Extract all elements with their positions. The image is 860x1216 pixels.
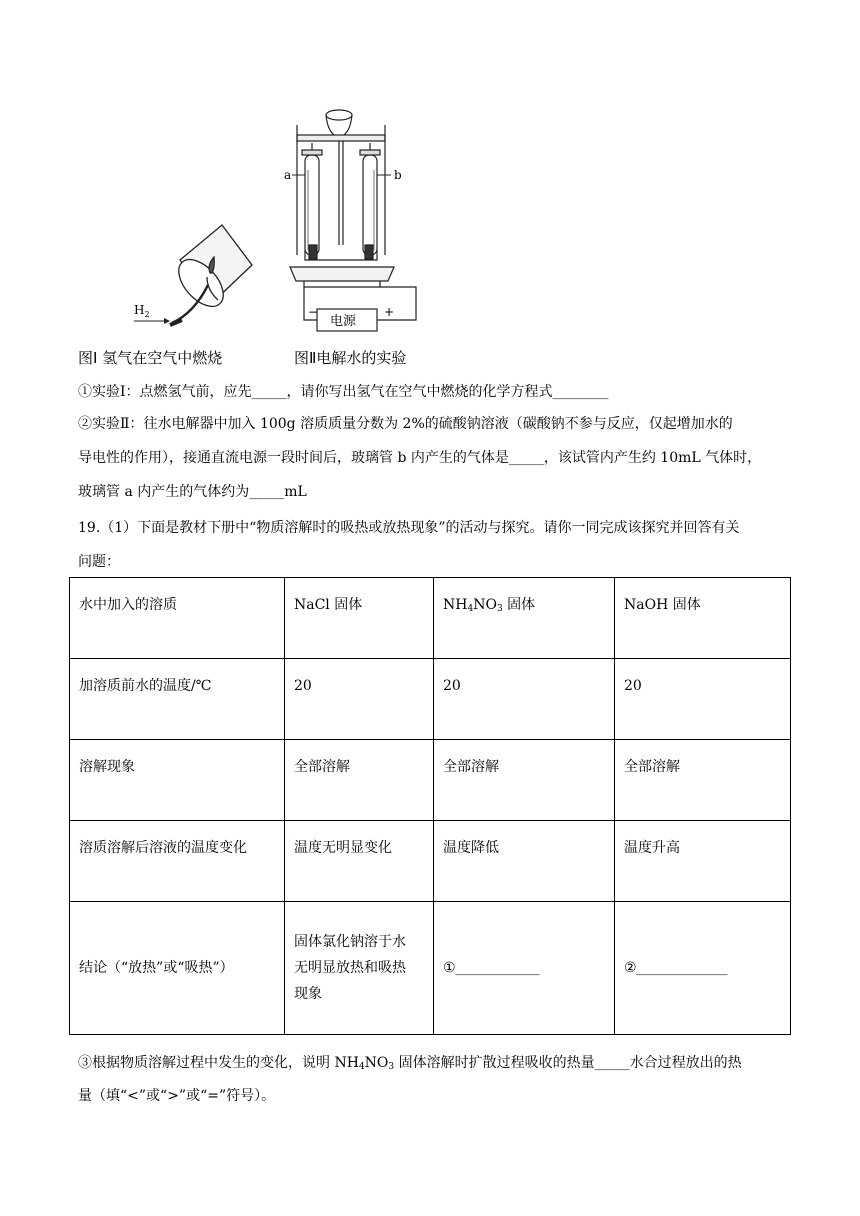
table-cell: 溶质溶解后溶液的温度变化 <box>70 821 285 902</box>
table-cell: 全部溶解 <box>434 740 615 821</box>
question-3-line2: 量（填“<”或“>”或“=”符号）。 <box>78 1088 276 1104</box>
table-row <box>70 740 791 821</box>
table-cell: 20 <box>434 659 615 740</box>
table-cell: 结论（“放热”或“吸热”） <box>70 902 285 1035</box>
table-header-cell: NaCl 固体 <box>285 578 434 659</box>
experiment-figures <box>72 95 492 375</box>
question-experiment-2-line3: 玻璃管 a 内产生的气体约为_____mL <box>78 484 307 500</box>
table-header-cell: $NH_4NO_3$ 固体 <box>434 578 615 659</box>
electrolysis-apparatus <box>290 110 416 331</box>
table-cell: 温度无明显变化 <box>285 821 434 902</box>
answer-blank-2[interactable]: ②_____________ <box>615 902 791 1035</box>
figure-1-caption: 图Ⅰ 氢气在空气中燃烧 <box>78 349 223 367</box>
table-cell: 温度降低 <box>434 821 615 902</box>
power-source-label: 电源 <box>330 314 357 329</box>
table-cell: 溶解现象 <box>70 740 285 821</box>
answer-blank-1[interactable]: ①____________ <box>434 902 615 1035</box>
table-header-row <box>70 578 791 659</box>
plus-terminal: + <box>384 305 395 319</box>
table-header-cell: 水中加入的溶质 <box>70 578 285 659</box>
table-row-conclusion <box>70 902 791 1035</box>
question-experiment-1: ①实验Ⅰ：点燃氢气前，应先_____，请你写出氢气在空气中燃烧的化学方程式________ <box>78 384 609 400</box>
question-19-line1: 19.（1）下面是教材下册中“物质溶解时的吸热或放热现象”的活动与探究。请你一同完成该探究并回答有关 <box>78 520 740 536</box>
table-cell: 加溶质前水的温度/℃ <box>70 659 285 740</box>
table-row <box>70 821 791 902</box>
tube-a-label: a <box>284 168 292 182</box>
table-cell: 全部溶解 <box>285 740 434 821</box>
table-cell: 温度升高 <box>615 821 791 902</box>
tube-b-label: b <box>394 168 402 182</box>
dissolution-table <box>69 577 791 1035</box>
figure-2-caption: 图Ⅱ电解水的实验 <box>294 349 407 367</box>
question-experiment-2-line2: 导电性的作用），接通直流电源一段时间后，玻璃管 b 内产生的气体是_____，该试管内产生约 10mL 气体时， <box>78 450 762 466</box>
h2-label: $H_2$ <box>134 303 150 319</box>
table-cell: 全部溶解 <box>615 740 791 821</box>
question-3-line1: ③根据物质溶解过程中发生的变化，说明 $NH_4NO_3$ 固体溶解时扩散过程吸收的热量_____水合过程放出的热 <box>78 1055 742 1072</box>
table-cell: 20 <box>285 659 434 740</box>
table-cell: 20 <box>615 659 791 740</box>
table-header-cell: NaOH 固体 <box>615 578 791 659</box>
minus-terminal: − <box>308 305 319 319</box>
table-cell-nacl-conclusion: 固体氯化钠溶于水 无明显放热和吸热 现象 <box>285 902 434 1035</box>
hydrogen-burning-illustration <box>170 225 252 325</box>
table-row <box>70 659 791 740</box>
question-19-line2: 问题： <box>78 554 120 570</box>
question-experiment-2-line1: ②实验Ⅱ：往水电解器中加入 100g 溶质质量分数为 2%的硫酸钠溶液（碳酸钠不参与反应，仅起增加水的 <box>78 416 733 432</box>
